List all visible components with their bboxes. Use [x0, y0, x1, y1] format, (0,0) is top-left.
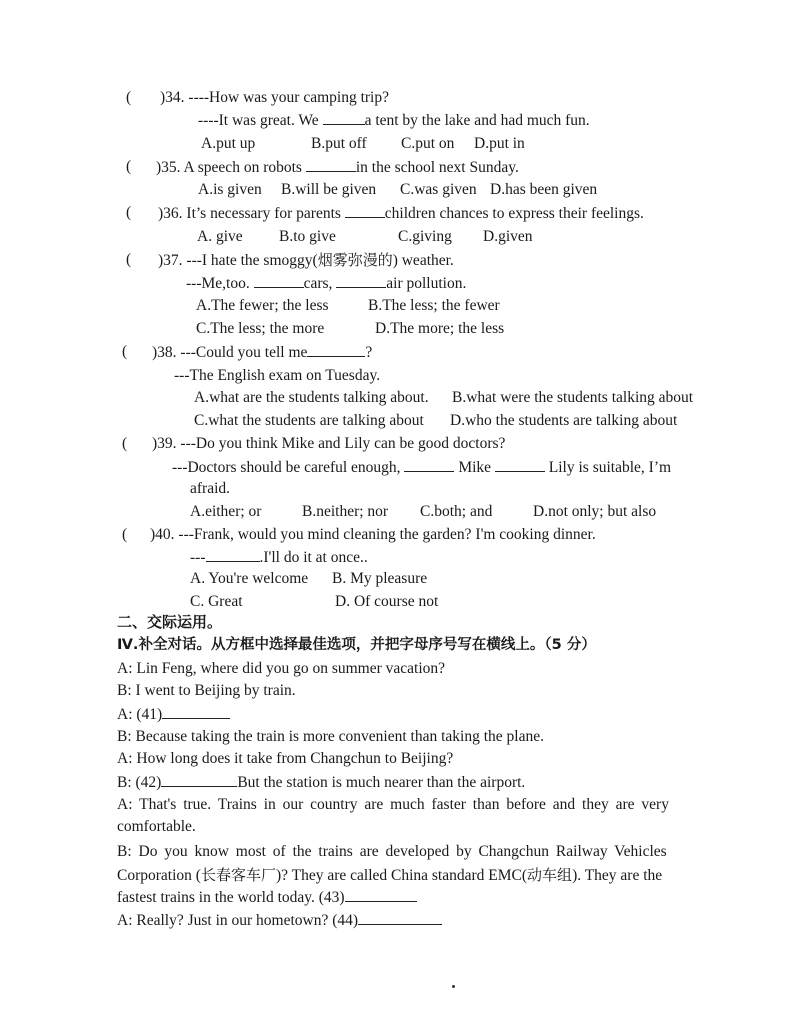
question-38-answer: ---The English exam on Tuesday. [174, 367, 381, 384]
option-c: C.The less; the more [196, 320, 325, 337]
question-34-answer: ----It was great. We a tent by the lake and had much fun. [198, 112, 590, 129]
fill-blank [358, 910, 442, 925]
option-c: C.giving [398, 228, 452, 245]
option-d: D.put in [474, 135, 525, 152]
option-a: A.put up [201, 135, 256, 152]
option-c: C.put on [401, 135, 455, 152]
option-c: C. Great [190, 593, 243, 610]
question-37: )37. ---I hate the smoggy(烟雾弥漫的) weather. [158, 251, 454, 269]
option-b: B.what were the students talking about [452, 389, 694, 406]
fill-blank [404, 457, 454, 472]
fill-blank [323, 110, 365, 125]
question-34: )34. ----How was your camping trip? [160, 89, 389, 106]
dialog-line: comfortable. [117, 818, 196, 835]
option-b: B.will be given [281, 181, 377, 198]
answer-paren: ( [126, 89, 132, 106]
question-38: )38. ---Could you tell me ? [152, 344, 373, 361]
option-d: D. Of course not [335, 593, 439, 610]
dialog-line: B: (42) But the station is much nearer than the airport. [117, 774, 526, 791]
fill-blank [307, 342, 365, 357]
option-a: A.what are the students talking about. [194, 389, 429, 406]
dialog-line: B: Do you know most of the trains are developed by Changchun Railway Vehicles [117, 843, 667, 860]
fill-blank [336, 273, 386, 288]
question-35: )35. A speech on robots in the school next Sunday. [156, 159, 519, 176]
option-c: C.was given [400, 181, 477, 198]
option-a: A.either; or [190, 503, 262, 520]
option-a: A. give [197, 228, 243, 245]
option-b: B.put off [311, 135, 367, 152]
dialog-line: A: Lin Feng, where did you go on summer vacation? [117, 660, 446, 677]
option-d: D.who the students are talking about [450, 412, 678, 429]
dialog-line: A: Really? Just in our hometown? (44) [117, 910, 442, 931]
dialog-line: B: I went to Beijing by train. [117, 682, 296, 699]
option-c: C.what the students are talking about [194, 412, 424, 429]
section-subtitle: Ⅳ.补全对话。从方框中选择最佳选项，并把字母序号写在横线上。（5 分） [117, 637, 596, 653]
question-37-answer: ---Me,too. cars, air pollution. [186, 275, 467, 292]
section-title: 二、交际运用。 [117, 613, 223, 631]
option-d: D.The more; the less [375, 320, 505, 337]
fill-blank [345, 203, 385, 218]
answer-paren: ( [126, 158, 132, 175]
option-d: D.not only; but also [533, 503, 657, 520]
question-40-answer: --- .I'll do it at once.. [190, 549, 368, 566]
dialog-line: A: That's true. Trains in our country are much faster than before and they are very [117, 796, 669, 813]
answer-paren: ( [122, 435, 128, 452]
answer-paren: ( [126, 251, 132, 268]
scan-mark [452, 985, 455, 988]
fill-blank [254, 273, 304, 288]
question-39-answer: ---Doctors should be careful enough, Mike Lily is suitable, I’m [172, 459, 672, 476]
option-a: A. You're welcome [190, 570, 309, 587]
fill-blank [162, 704, 230, 719]
answer-paren: ( [126, 204, 132, 221]
dialog-line: A: How long does it take from Changchun to Beijing? [117, 750, 454, 767]
option-d: D.has been given [490, 181, 598, 198]
answer-paren: ( [122, 526, 128, 543]
option-a: A.is given [198, 181, 262, 198]
option-c: C.both; and [420, 503, 493, 520]
dialog-line: B: Because taking the train is more convenient than taking the plane. [117, 728, 544, 745]
question-39: )39. ---Do you think Mike and Lily can be good doctors? [152, 435, 506, 452]
fill-blank [345, 887, 417, 902]
option-a: A.The fewer; the less [196, 297, 329, 314]
answer-paren: ( [122, 343, 128, 360]
fill-blank [306, 157, 356, 172]
fill-blank [161, 772, 237, 787]
option-b: B. My pleasure [332, 570, 428, 587]
option-b: B.to give [279, 228, 336, 245]
question-39-answer-cont: afraid. [190, 480, 231, 497]
dialog-line: A: (41) [117, 704, 230, 725]
dialog-line: Corporation (长春客车厂)? They are called China standard EMC(动车组). They are the [117, 866, 663, 884]
fill-blank [206, 547, 260, 562]
question-40: )40. ---Frank, would you mind cleaning the garden? I'm cooking dinner. [150, 526, 596, 543]
option-d: D.given [483, 228, 533, 245]
question-36: )36. It’s necessary for parents children chances to express their feelings. [158, 205, 644, 222]
fill-blank [495, 457, 545, 472]
option-b: B.neither; nor [302, 503, 389, 520]
option-b: B.The less; the fewer [368, 297, 500, 314]
dialog-line: fastest trains in the world today. (43) [117, 887, 417, 908]
